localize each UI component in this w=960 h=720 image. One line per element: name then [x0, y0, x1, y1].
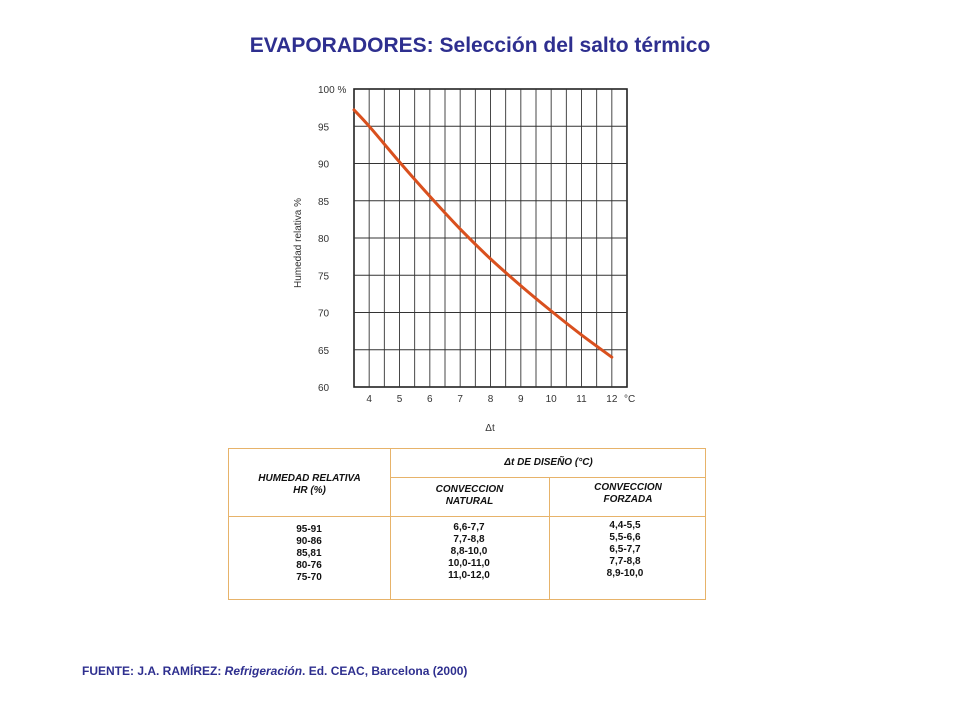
y-tick-label: 65: [318, 345, 330, 357]
x-tick-label: 5: [396, 394, 403, 405]
forzada-value: 7,7-8,8: [609, 556, 641, 567]
forzada-values: [585, 520, 665, 580]
forzada-value: 5,5-6,6: [609, 532, 641, 543]
header-dt: Δt DE DISEÑO (°C): [504, 457, 593, 468]
y-tick-label: 100 %: [318, 85, 347, 96]
natural-value: 10,0-11,0: [448, 558, 490, 569]
x-tick-label: 11: [576, 394, 587, 405]
source-book: Refrigeración: [224, 664, 303, 678]
hr-value: 95-91: [296, 524, 322, 535]
natural-values: [429, 522, 509, 582]
header-natural: [390, 484, 549, 508]
y-tick-label: 75: [318, 271, 330, 283]
y-tick-labels: [318, 85, 346, 394]
source-citation: [82, 664, 467, 678]
page-title: EVAPORADORES: Selección del salto térmico: [249, 34, 711, 57]
y-tick-label: 80: [318, 234, 330, 245]
header-hr-line1: HUMEDAD RELATIVA: [258, 473, 361, 484]
y-tick-label: 70: [318, 308, 330, 320]
hr-value: 85,81: [296, 548, 322, 559]
x-axis-unit: °C: [624, 394, 636, 405]
source-prefix: FUENTE: J.A. RAMÍREZ:: [82, 664, 225, 678]
header-hr-line2: HR (%): [293, 485, 326, 496]
y-tick-label: 60: [318, 383, 330, 394]
natural-value: 8,8-10,0: [450, 546, 488, 557]
source-suffix: . Ed. CEAC, Barcelona (2000): [302, 664, 468, 678]
header-forzada-line2: FORZADA: [603, 494, 653, 505]
natural-value: 7,7-8,8: [453, 534, 485, 545]
y-tick-label: 85: [318, 196, 330, 208]
natural-value: 6,6-7,7: [453, 522, 485, 533]
natural-value: 11,0-12,0: [448, 570, 490, 581]
x-tick-label: 4: [366, 394, 372, 405]
x-tick-label: 10: [545, 394, 557, 405]
header-forzada: [549, 482, 707, 506]
x-tick-label: 9: [518, 394, 524, 405]
hr-value: 75-70: [296, 572, 322, 583]
table-divider: [390, 449, 391, 599]
y-tick-label: 95: [318, 122, 330, 134]
x-tick-label: 8: [487, 394, 494, 405]
forzada-value: 4,4-5,5: [609, 520, 641, 531]
hr-value: 90-86: [296, 536, 322, 547]
x-axis-label: Δt: [485, 423, 495, 434]
header-natural-line1: CONVECCION: [435, 484, 504, 495]
table-divider: [229, 516, 705, 517]
x-tick-label: 12: [606, 394, 618, 405]
y-axis-label: Humedad relativa %: [293, 197, 304, 289]
x-tick-label: 7: [457, 394, 463, 405]
x-tick-label: 6: [427, 394, 433, 405]
hr-values: [269, 524, 349, 584]
header-natural-line2: NATURAL: [445, 496, 494, 507]
forzada-value: 8,9-10,0: [606, 568, 644, 579]
design-dt-table: [228, 448, 706, 600]
forzada-value: 6,5-7,7: [609, 544, 641, 555]
table-divider: [390, 477, 705, 478]
header-forzada-line1: CONVECCION: [594, 482, 662, 493]
x-tick-labels: [366, 394, 617, 405]
header-hr: [229, 473, 390, 497]
y-tick-label: 90: [318, 159, 330, 171]
hr-value: 80-76: [296, 560, 322, 571]
